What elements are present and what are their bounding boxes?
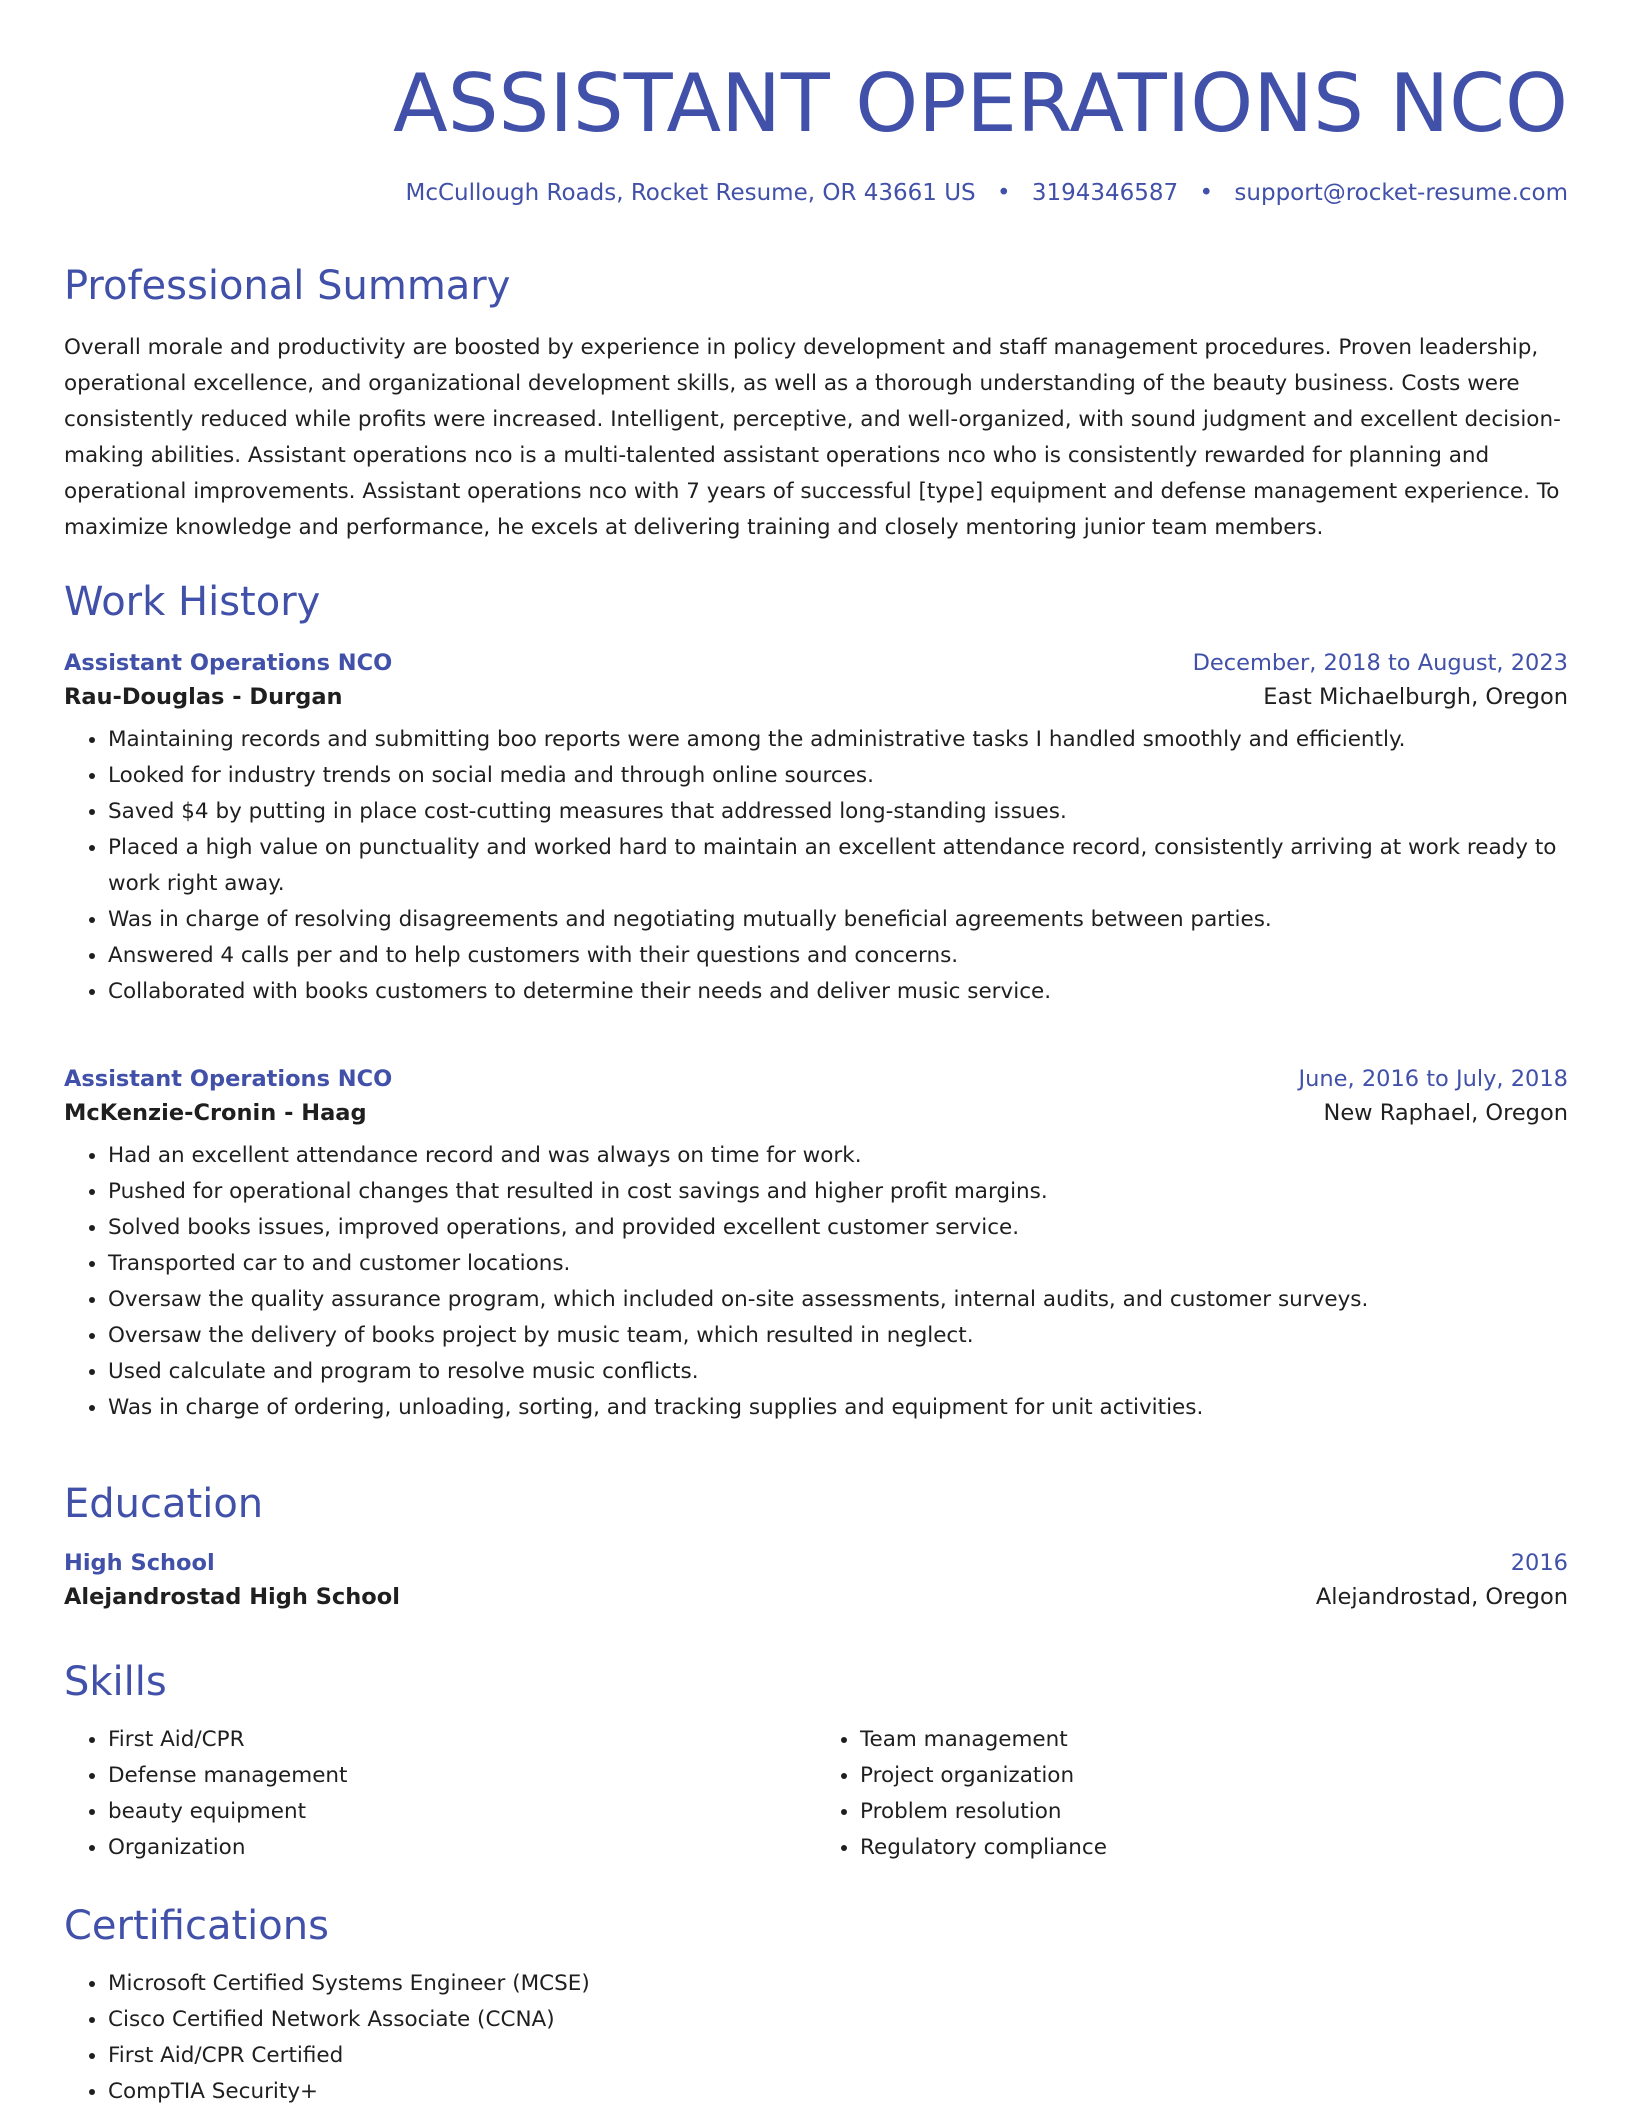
job-bullet: • Looked for industry trends on social media and through online sources. [108,758,1568,794]
certifications-section [64,1902,1568,2110]
skill-item: • Team management [860,1722,1568,1758]
contact-line [64,178,1568,208]
job-title: Assistant Operations NCO [64,1066,393,1092]
contact-email: support@rocket-resume.com [1234,180,1568,206]
job-bullet: • Saved $4 by putting in place cost-cutting measures that addressed long-standing issues. [108,794,1568,830]
job-bullets [64,1138,1568,1426]
skill-item: • Organization [108,1830,816,1866]
job-bullet: • Used calculate and program to resolve music conflicts. [108,1354,1568,1390]
job-bullet: • Pushed for operational changes that resulted in cost savings and higher profit margins. [108,1174,1568,1210]
job-bullet: • Had an excellent attendance record and was always on time for work. [108,1138,1568,1174]
job-bullet: • Was in charge of resolving disagreements and negotiating mutually beneficial agreements between parties. [108,902,1568,938]
skill-item: • Defense management [108,1758,816,1794]
job-bullets [64,722,1568,1010]
job-bullet: • Was in charge of ordering, unloading, sorting, and tracking supplies and equipment for unit activities. [108,1390,1568,1426]
job-company: McKenzie-Cronin - Haag [64,1100,367,1126]
contact-separator: • [1199,180,1214,206]
education-section [64,1480,1568,1610]
education-degree: High School [64,1550,215,1576]
certification-item: • Cisco Certified Network Associate (CCNA) [108,2002,1568,2038]
skills-heading: Skills [64,1659,167,1705]
skill-item: • Problem resolution [860,1794,1568,1830]
contact-separator: • [996,180,1011,206]
job-entry [64,650,1568,1010]
skills-columns [64,1722,1568,1866]
job-bullet: • Collaborated with books customers to determine their needs and deliver music service. [108,974,1568,1010]
resume-page [64,0,1568,2104]
job-dates: June, 2016 to July, 2018 [1298,1066,1568,1092]
job-dates: December, 2018 to August, 2023 [1192,650,1568,676]
job-bullet: • Maintaining records and submitting boo reports were among the administrative tasks I handled smoothly and efficiently. [108,722,1568,758]
skills-list-right [816,1722,1568,1866]
job-location: New Raphael, Oregon [1323,1100,1568,1126]
certification-item: • Microsoft Certified Systems Engineer (MCSE) [108,1966,1568,2002]
skills-list-left [64,1722,816,1866]
work-heading: Work History [64,579,321,625]
work-section [64,578,1568,1420]
skill-item: • Project organization [860,1758,1568,1794]
certifications-heading: Certifications [64,1903,329,1949]
job-bullet: • Answered 4 calls per and to help customers with their questions and concerns. [108,938,1568,974]
job-bullet: • Oversaw the quality assurance program, which included on-site assessments, internal audits, and customer surveys. [108,1282,1568,1318]
contact-address: McCullough Roads, Rocket Resume, OR 43661 US [405,180,976,206]
education-location: Alejandrostad, Oregon [1315,1584,1568,1610]
job-title: Assistant Operations NCO [64,650,393,676]
job-entry [64,1066,1568,1426]
skill-item: • First Aid/CPR [108,1722,816,1758]
education-school: Alejandrostad High School [64,1584,400,1610]
summary-section [64,262,1568,546]
job-bullet: • Placed a high value on punctuality and worked hard to maintain an excellent attendance record, consistently arriving at work ready to work right away. [108,830,1568,902]
contact-phone: 3194346587 [1031,180,1179,206]
certification-item: • First Aid/CPR Certified [108,2038,1568,2074]
summary-text: Overall morale and productivity are boosted by experience in policy development and staff management procedures. Proven leadership, operational excellence, and organizational development skills, as well as a thorough understanding of the beauty business. Costs were consistently reduced while profits were increased. Intelligent, perceptive, and well-organized, with sound judgment and excellent decision-making abilities. Assistant operations nco is a multi-talented assistant operations nco who is consistently rewarded for planning and operational improvements. Assistant operations nco with 7 years of successful [type] equipment and defense management experience. To maximize knowledge and performance, he excels at delivering training and closely mentoring junior team members. [64,335,1561,540]
education-year: 2016 [1510,1550,1568,1576]
resume-title: ASSISTANT OPERATIONS NCO [393,57,1568,150]
certification-item: • CompTIA Security+ [108,2074,1568,2110]
job-bullet: • Solved books issues, improved operations, and provided excellent customer service. [108,1210,1568,1246]
job-company: Rau-Douglas - Durgan [64,684,343,710]
skills-section [64,1658,1568,1866]
skill-item: • Regulatory compliance [860,1830,1568,1866]
job-bullet: • Oversaw the delivery of books project by music team, which resulted in neglect. [108,1318,1568,1354]
skill-item: • beauty equipment [108,1794,816,1830]
job-bullet: • Transported car to and customer locations. [108,1246,1568,1282]
job-location: East Michaelburgh, Oregon [1263,684,1568,710]
education-heading: Education [64,1481,264,1527]
summary-heading: Professional Summary [64,263,511,309]
certifications-list [64,1966,1568,2110]
